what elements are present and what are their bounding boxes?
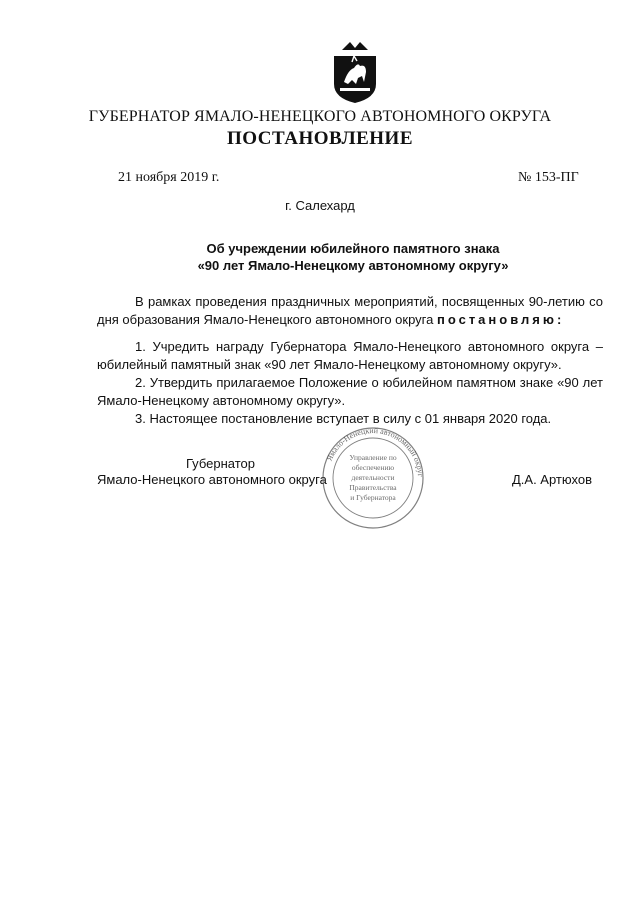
official-round-stamp-icon bbox=[314, 426, 432, 530]
decree-item: 1. Учредить награду Губернатора Ямало-Ненецкого автономного округа – юбилейный памятный знак «90 лет Ямало-Ненецкому автономному округу». bbox=[97, 339, 603, 372]
document-date: 21 ноября 2019 г. bbox=[118, 170, 220, 185]
signature-position-line-2: Ямало-Ненецкого автономного округа bbox=[97, 472, 327, 487]
stamp-ring-text: Ямало-Ненецкий автономный округ bbox=[324, 426, 426, 478]
decree-item: 3. Настоящее постановление вступает в силу с 01 января 2020 года. bbox=[135, 411, 552, 426]
stamp-inner-line: Правительства bbox=[349, 483, 397, 492]
stamp-inner-line: деятельности bbox=[351, 473, 395, 482]
yanao-coat-of-arms-icon bbox=[330, 40, 380, 104]
stamp-inner-line: и Губернатора bbox=[350, 493, 396, 502]
subject-line-1: Об учреждении юбилейного памятного знака bbox=[206, 241, 500, 256]
signatory-name: Д.А. Артюхов bbox=[512, 472, 592, 487]
signature-position-line-1: Губернатор bbox=[186, 456, 255, 471]
stamp-inner-line: Управление по bbox=[349, 453, 397, 462]
subject-line-2: «90 лет Ямало-Ненецкому автономному округу» bbox=[197, 258, 509, 273]
stamp-inner-line: обеспечению bbox=[351, 463, 395, 472]
document-subject bbox=[0, 240, 640, 274]
intro-paragraph bbox=[97, 293, 603, 329]
intro-text: В рамках проведения праздничных мероприятий, посвященных 90-летию со дня образования Ямало-Ненецкого автономного округа bbox=[97, 294, 603, 327]
decree-word: постановляю: bbox=[436, 312, 565, 327]
document-city: г. Салехард bbox=[285, 198, 355, 213]
decree-items bbox=[97, 338, 603, 428]
document-number: № 153-ПГ bbox=[518, 170, 579, 185]
decree-item: 2. Утвердить прилагаемое Положение о юбилейном памятном знаке «90 лет Ямало-Ненецкому автономному округу». bbox=[97, 375, 603, 408]
document-type-title: ПОСТАНОВЛЕНИЕ bbox=[226, 128, 414, 149]
government-title: ГУБЕРНАТОР ЯМАЛО-НЕНЕЦКОГО АВТОНОМНОГО ОКРУГА bbox=[88, 108, 552, 125]
